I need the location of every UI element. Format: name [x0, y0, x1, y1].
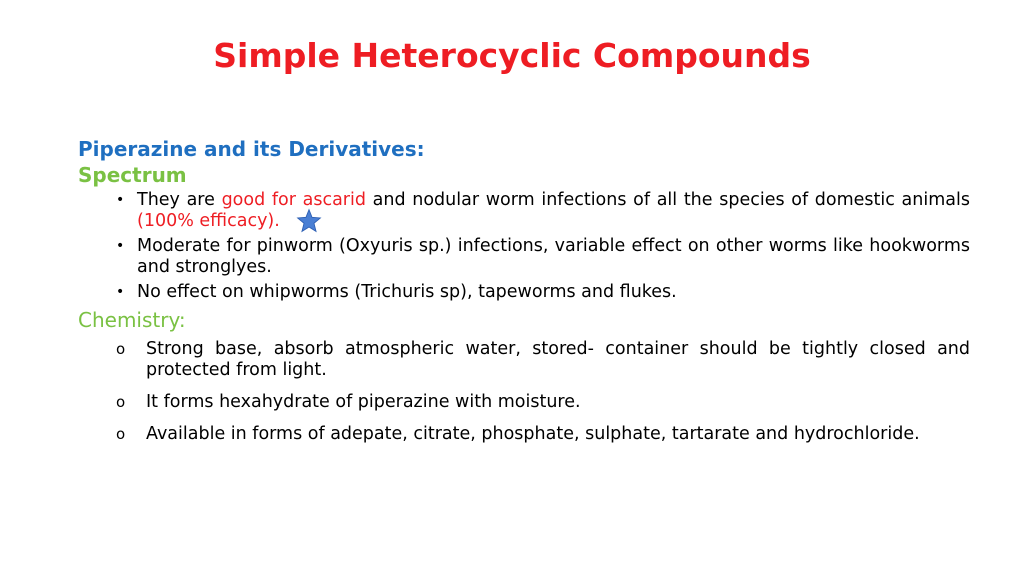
circle-bullet-icon: o	[116, 393, 126, 411]
bullet-text: and nodular worm infections of all the species of domestic animals	[365, 190, 970, 210]
subheading-spectrum: Spectrum	[78, 163, 187, 187]
highlight-text: (100% efficacy).	[137, 211, 280, 231]
list-item	[116, 424, 970, 445]
bullet-icon: •	[116, 284, 125, 300]
star-icon	[296, 208, 322, 234]
list-item-text: Strong base, absorb atmospheric water, stored- container should be tightly closed and protected from light.	[146, 339, 970, 380]
slide-content	[78, 136, 970, 456]
bullet-icon: •	[116, 238, 125, 254]
bullet-text: Moderate for pinworm (Oxyuris sp.) infections, variable effect on other worms like hookworms and stronglyes.	[137, 236, 970, 277]
list-item	[116, 236, 970, 278]
spectrum-bullet-list	[78, 190, 970, 303]
list-item	[116, 392, 970, 413]
list-item	[116, 339, 970, 381]
circle-bullet-icon: o	[116, 425, 126, 443]
bullet-text: No effect on whipworms (Trichuris sp), tapeworms and flukes.	[137, 282, 677, 302]
slide-title: Simple Heterocyclic Compounds	[213, 36, 811, 75]
list-item	[116, 282, 970, 303]
circle-bullet-icon: o	[116, 340, 126, 358]
section-heading-piperazine: Piperazine and its Derivatives:	[78, 137, 425, 161]
list-item-text: Available in forms of adepate, citrate, phosphate, sulphate, tartarate and hydrochloride.	[146, 424, 920, 444]
highlight-text: good for ascarid	[221, 190, 366, 210]
list-item-text: It forms hexahydrate of piperazine with moisture.	[146, 392, 581, 412]
bullet-icon: •	[116, 192, 125, 208]
section-heading-chemistry: Chemistry:	[78, 308, 186, 332]
chemistry-list	[78, 339, 970, 445]
bullet-text: They are	[137, 190, 222, 210]
list-item	[116, 190, 970, 232]
